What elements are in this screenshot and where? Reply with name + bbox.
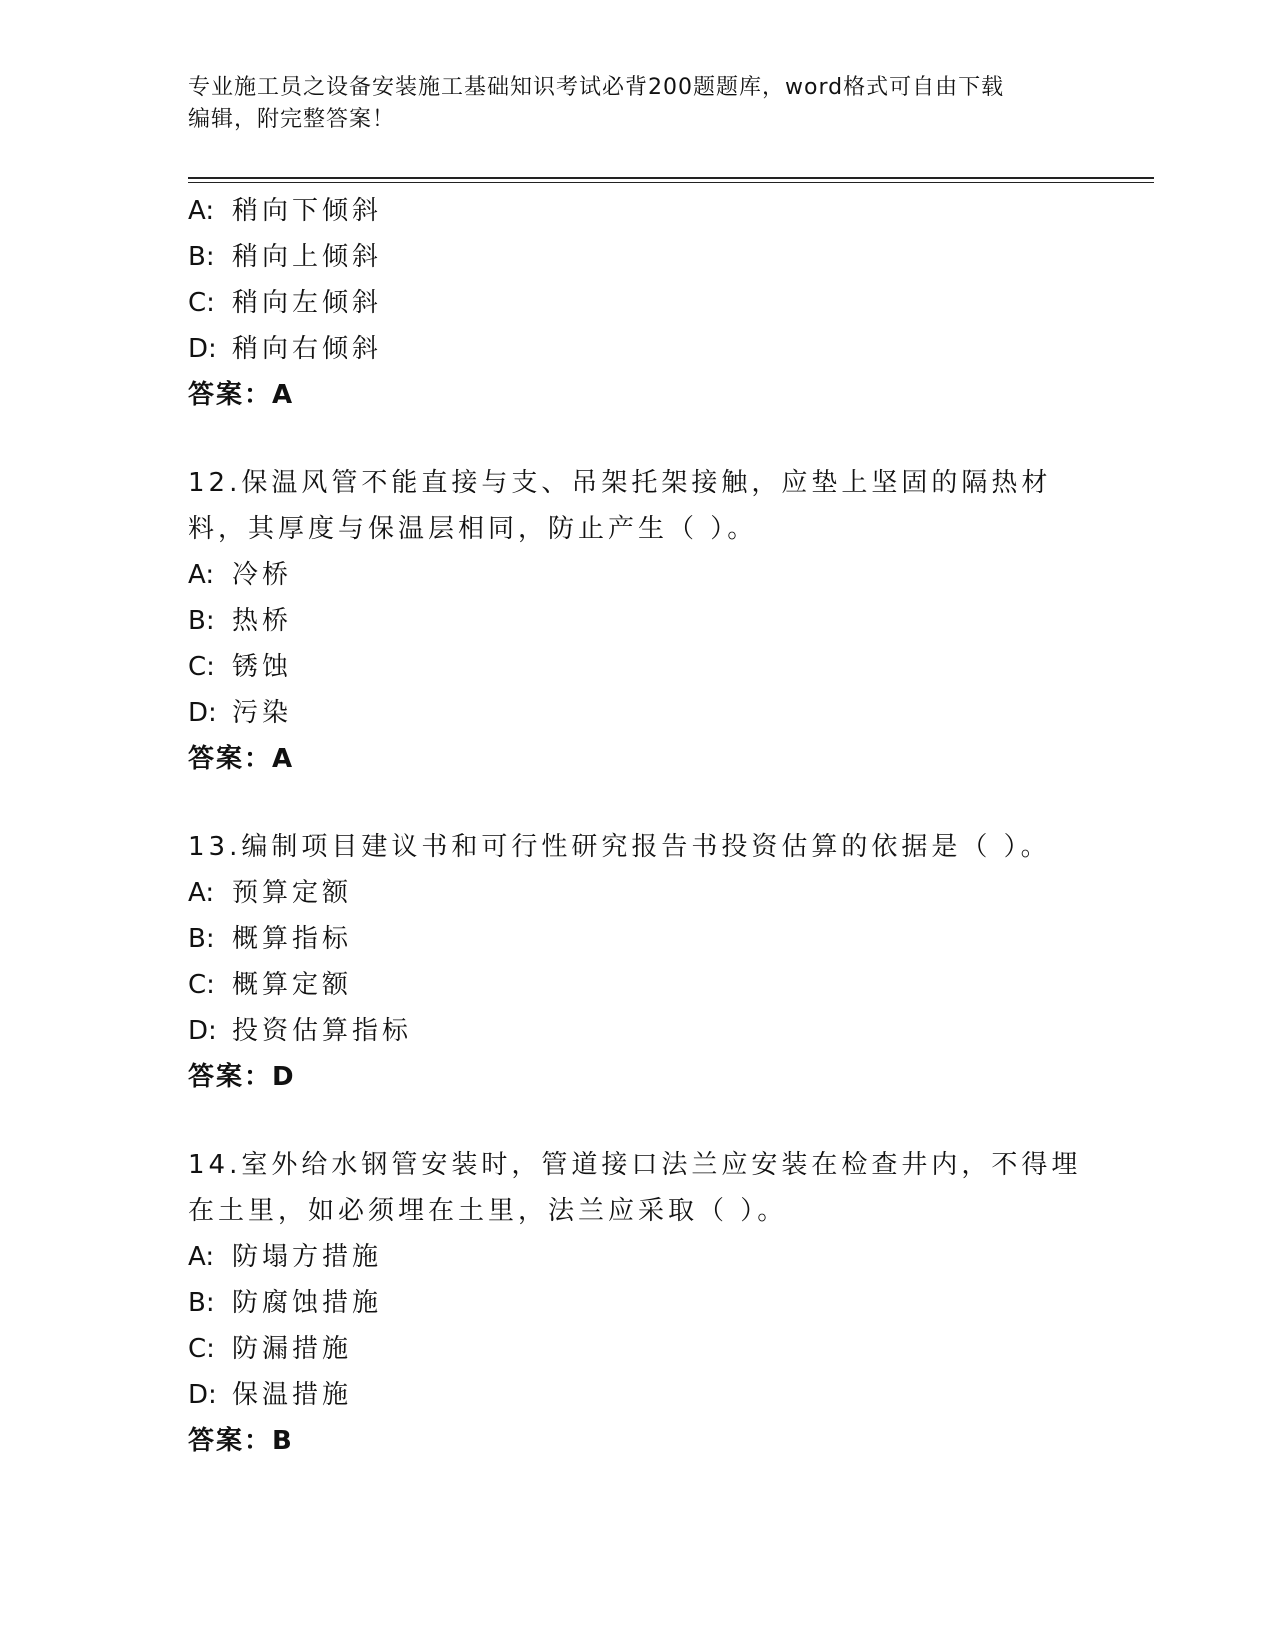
option-d: D: 保温措施 xyxy=(188,1380,353,1410)
question-block-12 xyxy=(188,460,1108,782)
option-d: D: 投资估算指标 xyxy=(188,1016,413,1046)
option-d: D: 污染 xyxy=(188,698,293,728)
header-line-1: 专业施工员之设备安装施工基础知识考试必背200题题库，word格式可自由下载 xyxy=(188,75,1005,100)
question-block-13 xyxy=(188,824,1108,1100)
option-c: C: 稍向左倾斜 xyxy=(188,288,383,318)
option-b: B: 热桥 xyxy=(188,606,293,636)
question-text: 12.保温风管不能直接与支、吊架托架接触，应垫上坚固的隔热材料，其厚度与保温层相同，防止产生（ ）。 xyxy=(188,468,1052,544)
option-a: A: 防塌方措施 xyxy=(188,1242,383,1272)
option-a: A: 预算定额 xyxy=(188,878,353,908)
header-divider-thick xyxy=(188,177,1154,179)
question-list xyxy=(188,188,1108,1464)
answer-line: 答案：D xyxy=(188,1062,296,1092)
answer-line: 答案：B xyxy=(188,1426,294,1456)
header-divider-thin xyxy=(188,182,1154,183)
option-a: A: 冷桥 xyxy=(188,560,293,590)
option-d: D: 稍向右倾斜 xyxy=(188,334,383,364)
answer-line: 答案：A xyxy=(188,744,295,774)
question-block-14 xyxy=(188,1142,1108,1464)
option-b: B: 概算指标 xyxy=(188,924,353,954)
question-block-11 xyxy=(188,188,1108,418)
option-c: C: 防漏措施 xyxy=(188,1334,353,1364)
header-line-2: 编辑，附完整答案！ xyxy=(188,107,396,132)
question-text: 14.室外给水钢管安装时，管道接口法兰应安装在检查井内，不得埋在土里，如必须埋在土里，法兰应采取（ ）。 xyxy=(188,1150,1082,1226)
option-c: C: 概算定额 xyxy=(188,970,353,1000)
option-b: B: 稍向上倾斜 xyxy=(188,242,383,272)
document-header xyxy=(188,72,1088,136)
question-text: 13.编制项目建议书和可行性研究报告书投资估算的依据是（ ）。 xyxy=(188,832,1051,862)
option-a: A: 稍向下倾斜 xyxy=(188,196,383,226)
option-b: B: 防腐蚀措施 xyxy=(188,1288,383,1318)
answer-line: 答案：A xyxy=(188,380,295,410)
option-c: C: 锈蚀 xyxy=(188,652,293,682)
